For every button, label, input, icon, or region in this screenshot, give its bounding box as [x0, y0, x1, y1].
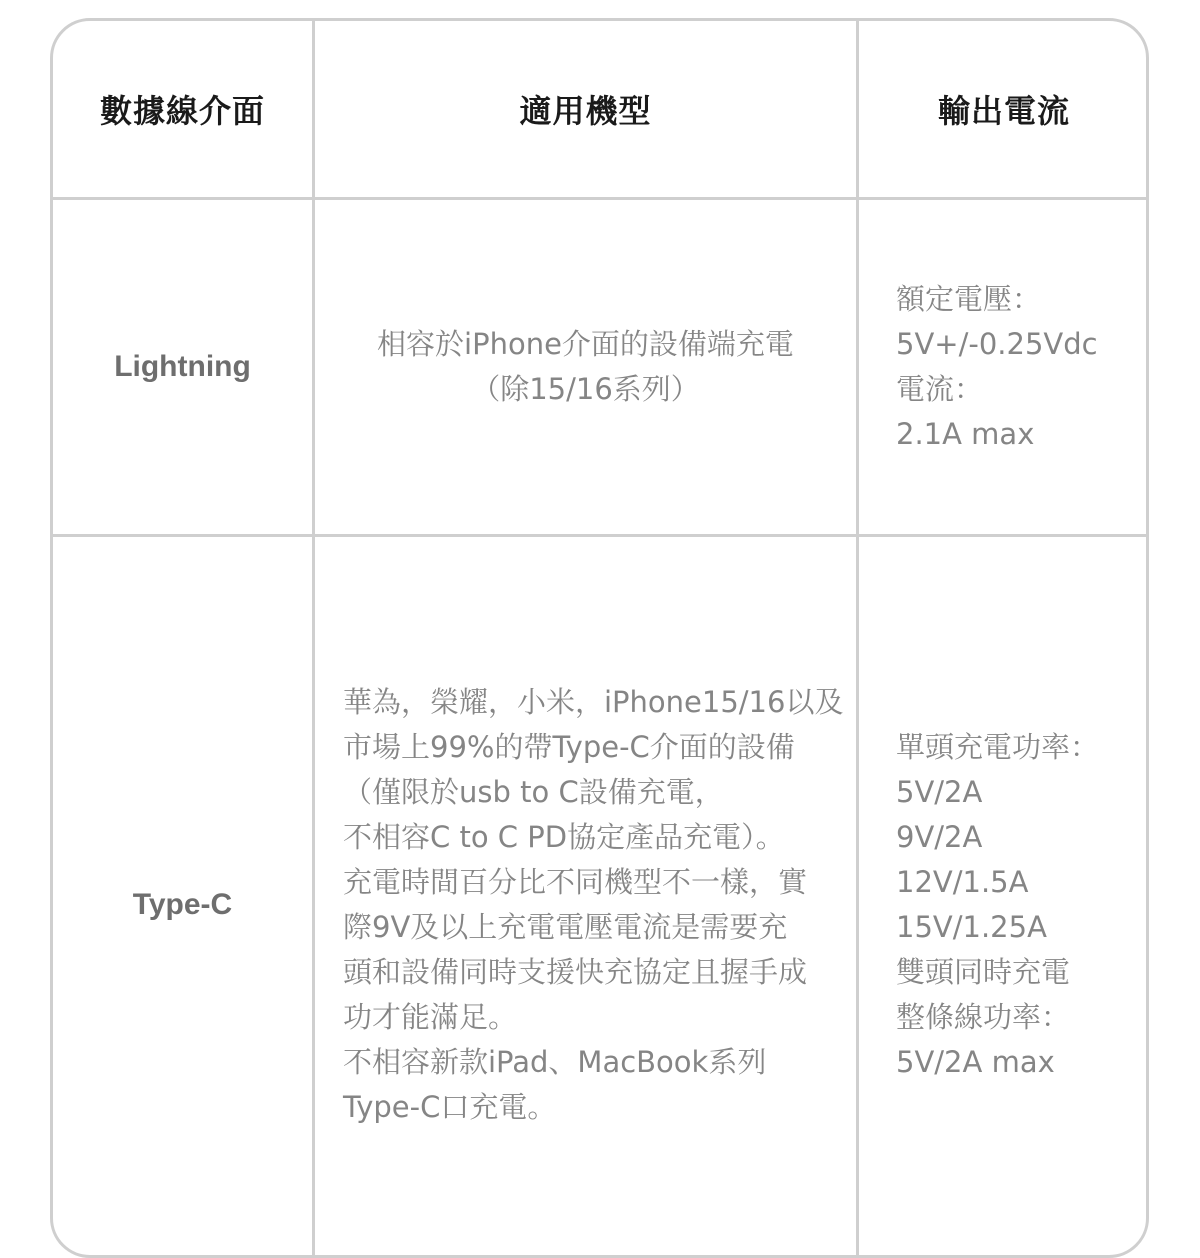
- text-line: 充電時間百分比不同機型不一樣，實: [343, 865, 808, 899]
- text-line: 5V/2A: [896, 775, 983, 809]
- text-line: 頭和設備同時支援快充協定且握手成: [343, 955, 808, 989]
- text-line: 功才能滿足。: [343, 1000, 518, 1034]
- header-models: 適用機型: [519, 92, 652, 130]
- text-line: 額定電壓：: [896, 282, 1042, 316]
- header-output-cell: [859, 21, 1149, 197]
- typec-output-cell: [896, 537, 1149, 1258]
- typec-interface-cell: [53, 537, 312, 1258]
- text-line: 9V/2A: [896, 820, 983, 854]
- text-line: 5V/2A max: [896, 1045, 1055, 1079]
- output-text: [896, 277, 1098, 457]
- output-text: [896, 725, 1099, 1085]
- lightning-models-cell: [315, 200, 856, 534]
- column-divider: [856, 21, 859, 1255]
- text-line: 5V+/-0.25Vdc: [896, 327, 1098, 361]
- typec-models-cell: [343, 537, 856, 1258]
- spec-table: [50, 18, 1149, 1258]
- lightning-output-cell: [896, 200, 1149, 534]
- text-line: Type-C口充電。: [343, 1090, 557, 1124]
- text-line: 不相容C to C PD協定產品充電）。: [343, 820, 785, 854]
- header-models-cell: [315, 21, 856, 197]
- header-interface: 數據線介面: [99, 92, 265, 130]
- text-line: 整條線功率：: [896, 1000, 1071, 1034]
- interface-label: Lightning: [114, 350, 251, 383]
- text-line: 華為，榮耀，小米，iPhone15/16以及: [343, 685, 844, 719]
- interface-label: Type-C: [132, 888, 233, 921]
- text-line: 不相容新款iPad、MacBook系列: [343, 1045, 767, 1079]
- text-line: 電流：: [896, 372, 984, 406]
- text-line: （僅限於usb to C設備充電，: [343, 775, 724, 809]
- text-line: 相容於iPhone介面的設備端充電: [377, 327, 794, 361]
- text-line: 2.1A max: [896, 417, 1035, 451]
- text-line: 單頭充電功率：: [896, 730, 1100, 764]
- models-text: [343, 680, 843, 1130]
- text-line: 際9V及以上充電電壓電流是需要充: [343, 910, 788, 944]
- lightning-interface-cell: [53, 200, 312, 534]
- text-line: 雙頭同時充電: [896, 955, 1071, 989]
- models-text: [377, 322, 794, 412]
- header-interface-cell: [53, 21, 312, 197]
- text-line: 15V/1.25A: [896, 910, 1047, 944]
- text-line: （除15/16系列）: [471, 372, 700, 406]
- text-line: 市場上99%的帶Type-C介面的設備: [343, 730, 795, 764]
- text-line: 12V/1.5A: [896, 865, 1029, 899]
- header-output: 輸出電流: [937, 92, 1070, 130]
